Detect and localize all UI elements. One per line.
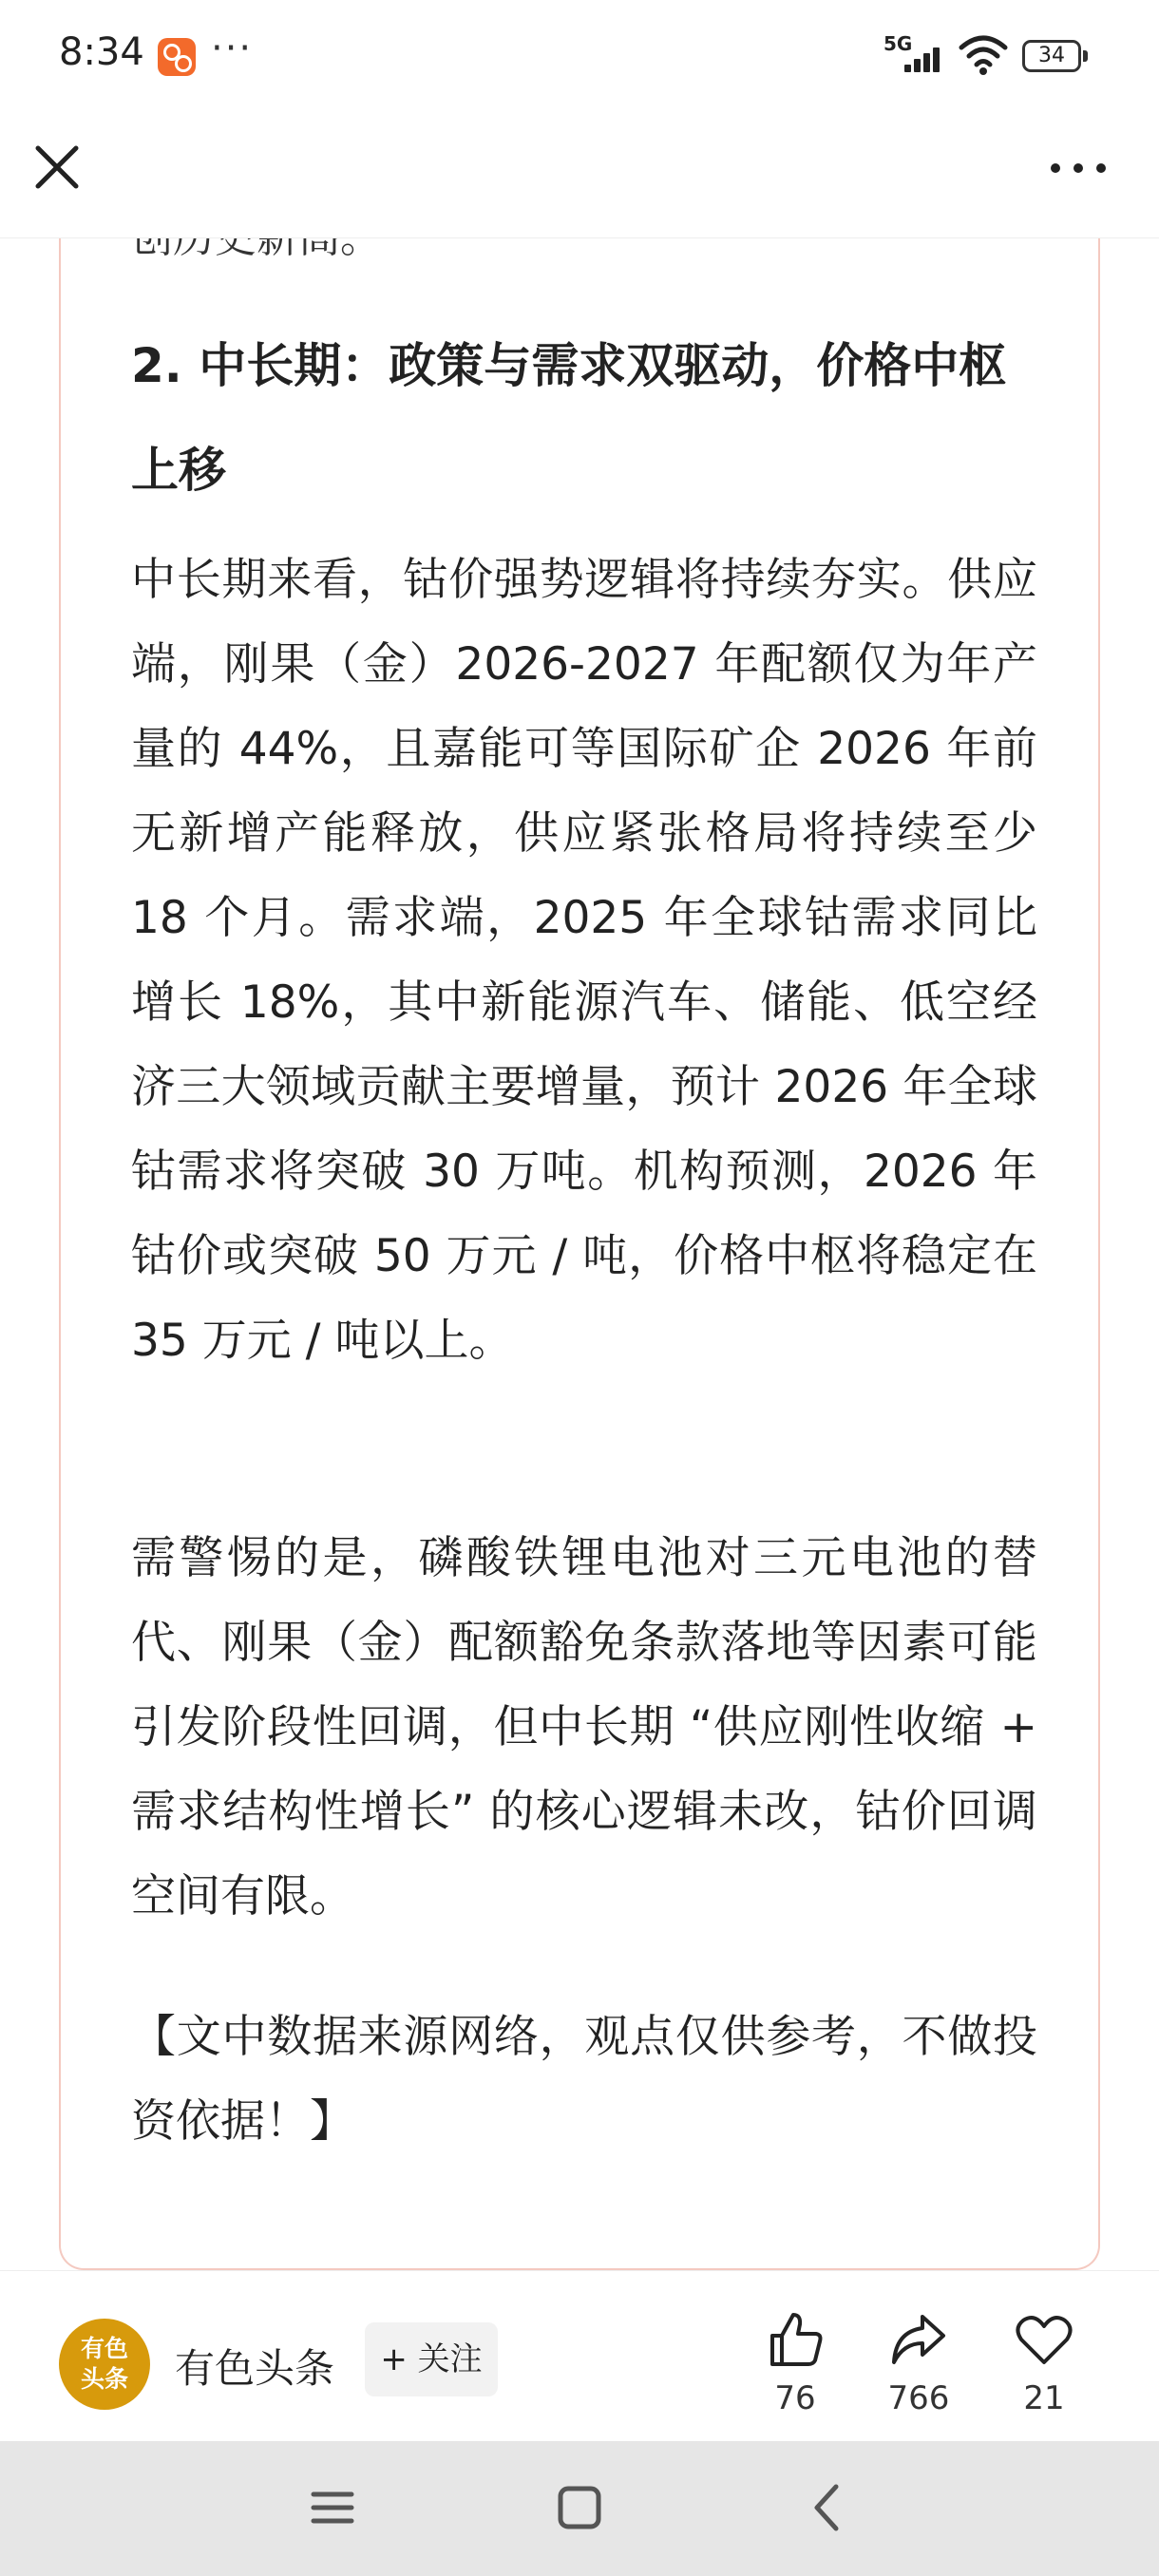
share-count: 766 (887, 2379, 950, 2417)
thumbs-up-icon (765, 2309, 826, 2370)
network-type-label: 5G (884, 32, 913, 55)
status-time: 8:34 (59, 30, 144, 74)
author-name[interactable]: 有色头条 (175, 2345, 335, 2392)
share-button[interactable] (866, 2309, 971, 2423)
status-bar (0, 0, 1159, 114)
section-heading: 2. 中长期：政策与需求双驱动，价格中枢上移 (131, 338, 1007, 498)
heart-icon (1014, 2309, 1074, 2370)
back-icon[interactable] (798, 2477, 859, 2538)
favorite-button[interactable] (992, 2309, 1096, 2423)
like-button[interactable] (743, 2309, 847, 2423)
system-nav-bar (0, 2441, 1159, 2576)
share-icon (888, 2309, 949, 2370)
menu-icon[interactable] (302, 2477, 363, 2538)
more-icon[interactable] (1045, 152, 1112, 180)
battery-level: 34 (1038, 44, 1065, 67)
like-count: 76 (774, 2379, 816, 2417)
article-paragraph: 需警惕的是，磷酸铁锂电池对三元电池的替代、刚果（金）配额豁免条款落地等因素可能引发阶段性回调，但中长期 “供应刚性收缩 + 需求结构性增长” 的核心逻辑未改，钴价回调空间有限。 (131, 1532, 1037, 1923)
app-badge-icon (158, 38, 196, 76)
signal-icon (884, 34, 946, 76)
bottom-action-bar (0, 2270, 1159, 2442)
article-paragraph: 中长期来看，钴价强势逻辑将持续夯实。供应端，刚果（金）2026-2027 年配额仅为年产量的 44%，且嘉能可等国际矿企 2026 年前无新增产能释放，供应紧张格局将持续至少 18 个月。需求端，2025 年全球钴需求同比增长 18%，其中新能源汽车、储能、低空经济三大领域贡献主要增量，预计 2026 年全球钴需求将突破 30 万吨。机构预测，2026 年钴价或突破 50 万元 / 吨，价格中枢将稳定在 35 万元 / 吨以上。 (131, 554, 1037, 1367)
follow-button[interactable]: + 关注 (365, 2322, 498, 2396)
author-avatar[interactable] (59, 2319, 150, 2410)
home-icon[interactable] (549, 2477, 610, 2538)
avatar-text-line1: 有色 (80, 2335, 128, 2362)
status-more-dots: ··· (211, 27, 254, 70)
battery-icon (1022, 40, 1089, 72)
article-header (0, 114, 1159, 238)
wifi-icon (958, 34, 1009, 76)
avatar-text-line2: 头条 (80, 2365, 128, 2393)
favorite-count: 21 (1023, 2379, 1065, 2417)
disclaimer-paragraph: 【文中数据来源网络，观点仅供参考，不做投资依据！】 (131, 2011, 1037, 2148)
close-icon[interactable] (28, 139, 86, 196)
